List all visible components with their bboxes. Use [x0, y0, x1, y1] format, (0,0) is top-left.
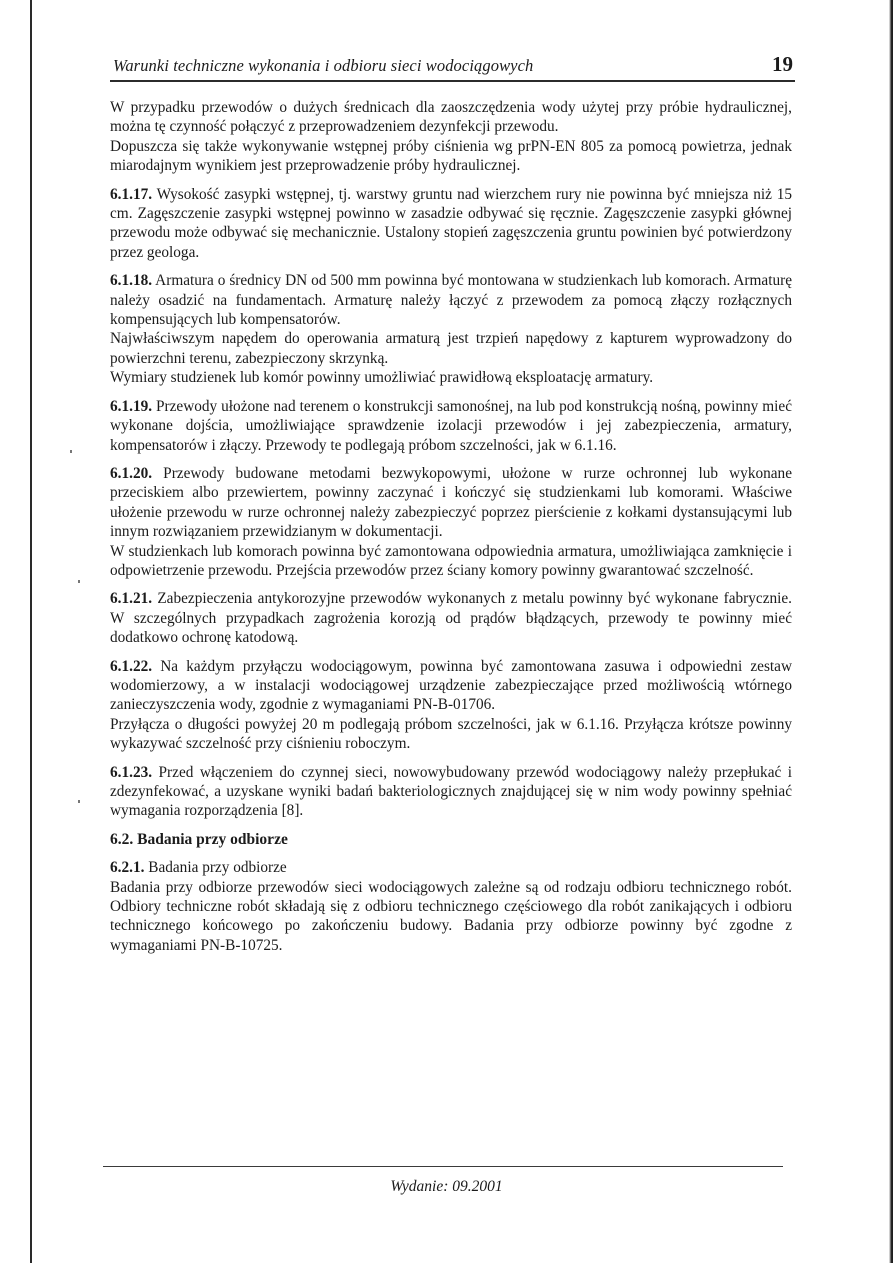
edition-footer: Wydanie: 09.2001 [390, 1178, 503, 1195]
section-number: 6.1.20. [110, 464, 153, 482]
section-6-1-23 [110, 763, 792, 821]
section-text: Przed włączeniem do czynnej sieci, nowowybudowany przewód wodociągowy należy przepłukać i zdezynfekować, a uzyskane wyniki badań bakteriologicznych znajdującej się w nim wody powinny spełniać wymagania rozporządzenia [8]. [110, 763, 792, 820]
section-6-2-1-body: Badania przy odbiorze przewodów sieci wodociągowych zależne są od rodzaju odbioru technicznego robót. Odbiory techniczne robót składają się z odbioru technicznego częściowego dla robót zanikających i odbioru technicznego końcowego po zakończeniu budowy. Badania przy odbiorze powinny być zgodne z wymaganiami PN-B-10725. [110, 878, 792, 954]
header-divider [110, 80, 795, 82]
scan-left-edge [30, 0, 32, 1263]
paragraph-hydraulic-test: W przypadku przewodów o dużych średnicach dla zaoszczędzenia wody użytej przy próbie hydraulicznej, można tę czynność połączyć z przeprowadzeniem dezynfekcji przewodu. [110, 99, 792, 136]
scan-speck [70, 450, 72, 453]
footer-divider [103, 1166, 783, 1167]
section-text: Przewody ułożone nad terenem o konstrukcji samonośnej, na lub pod konstrukcją nośną, powinny mieć wykonane dojścia, umożliwiające sprawdzenie izolacji przewodów i jej zabezpieczenia, armatury, kompensatorów i złączy. Przewody te podlegają próbom szczelności, jak w 6.1.16. [110, 397, 792, 454]
section-number: 6.1.21. [110, 590, 153, 608]
section-number: 6.1.17. [110, 185, 153, 203]
scan-right-edge [889, 0, 893, 1263]
section-6-2-1 [110, 858, 792, 877]
section-text: Wysokość zasypki wstępnej, tj. warstwy gruntu nad wierzchem rury nie powinna być mniejsza niż 15 cm. Zagęszczenie zasypki wstępnej powinno w zasadzie odbywać się ręcznie. Zagęszczenie zasypki głównej przewodu może odbywać się mechanicznie. Ustalony stopień zagęszczenia gruntu powinien być potwierdzony przez geologa. [110, 185, 792, 261]
section-number: 6.1.22. [110, 657, 153, 675]
section-number: 6.2.1. [110, 859, 145, 877]
section-6-1-18-drive: Najwłaściwszym napędem do operowania armaturą jest trzpień napędowy z kapturem wyprowadzony do powierzchni terenu, zabezpieczony skrzynką. [110, 330, 792, 367]
section-number: 6.1.19. [110, 397, 153, 415]
section-text: Armatura o średnicy DN od 500 mm powinna być montowana w studzienkach lub komorach. Armaturę należy osadzić na fundamentach. Armaturę należy łączyć z przewodem za pomocą złączy rozłącznych kompensujących lub kompensatorów. [110, 272, 792, 329]
section-6-1-20-chambers: W studzienkach lub komorach powinna być zamontowana odpowiednia armatura, umożliwiająca zamknięcie i odpowietrzenie przewodu. Przejścia przewodów przez ściany komory powinny gwarantować szczelność. [110, 542, 792, 579]
scan-speck [78, 800, 80, 803]
section-heading-6-2: 6.2. Badania przy odbiorze [110, 830, 288, 848]
section-text: Przewody budowane metodami bezwykopowymi, ułożone w rurze ochronnej lub wykonane przeciskiem albo przewiertem, powinny zaczynać i kończyć się studzienkami lub komorami. Właściwe ułożenie przewodu w rurze ochronnej należy zabezpieczyć poprzez pierścienie z kołkami dystansującymi lub innym rozwiązaniem przewidzianym w dokumentacji. [110, 464, 792, 541]
document-title: Warunki techniczne wykonania i odbioru sieci wodociągowych [113, 56, 534, 75]
section-6-1-18 [110, 271, 792, 329]
page-header [113, 52, 793, 80]
section-6-1-18-dimensions: Wymiary studzienek lub komór powinny umożliwiać prawidłową eksploatację armatury. [110, 369, 654, 387]
section-number: 6.1.23. [110, 763, 153, 781]
section-6-1-21 [110, 589, 792, 647]
section-text: Na każdym przyłączu wodociągowym, powinna być zamontowana zasuwa i odpowiedni zestaw wodomierzowy, a w instalacji wodociągowej urządzenie zabezpieczające przed możliwością wtórnego zanieczyszczenia wody, zgodnie z wymaganiami PN-B-01706. [110, 657, 792, 714]
section-text: Zabezpieczenia antykorozyjne przewodów wykonanych z metalu powinny być wykonane fabrycznie. W szczególnych przypadkach zagrożenia korozją od prądów błądzących, przewody te powinny mieć dodatkowo ochronę katodową. [110, 590, 792, 647]
section-number: 6.1.18. [110, 272, 153, 290]
page-body [110, 98, 792, 964]
paragraph-pressure-test: Dopuszcza się także wykonywanie wstępnej próby ciśnienia wg prPN-EN 805 za pomocą powietrza, jednak miarodajnym wynikiem jest przeprowadzenie próby hydraulicznej. [110, 137, 792, 175]
section-6-1-22-connections: Przyłącza o długości powyżej 20 m podlegają próbom szczelności, jak w 6.1.16. Przyłącza krótsze powinny wykazywać szczelność przy ciśnieniu roboczym. [110, 715, 792, 753]
section-6-1-19 [110, 397, 792, 455]
page-number: 19 [772, 52, 793, 76]
section-text: Badania przy odbiorze [144, 859, 287, 877]
section-6-1-22 [110, 657, 792, 715]
section-6-1-20 [110, 464, 792, 542]
section-6-1-17 [110, 185, 792, 263]
scan-speck [78, 580, 80, 583]
